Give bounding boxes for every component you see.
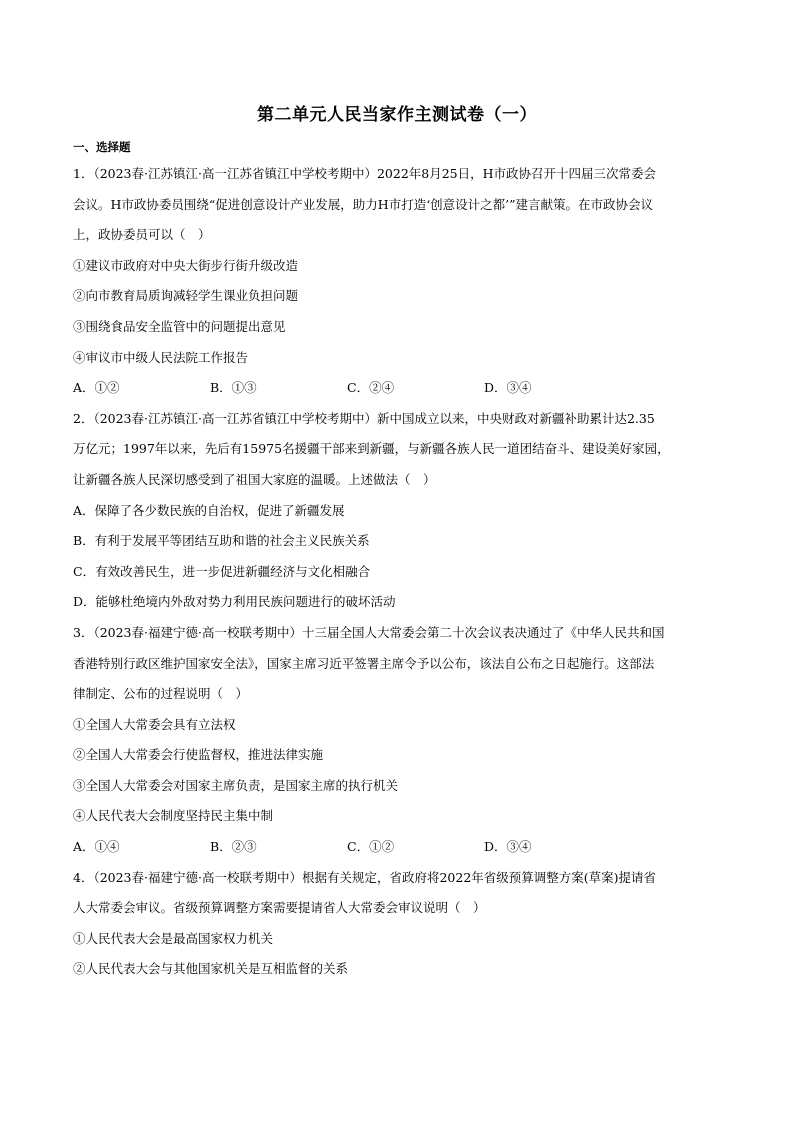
question-list	[73, 162, 727, 988]
question-2-stem-line-2: 万亿元；1997年以来，先后有15975名援疆干部来到新疆，与新疆各族人民一道团结奋斗、建设美好家园，	[73, 441, 670, 457]
question-2-option-b: B．有利于发展平等团结互助和谐的社会主义民族关系	[73, 533, 370, 549]
question-3-stem-line-3: 律制定、公布的过程说明（ ）	[73, 686, 249, 702]
question-4	[73, 866, 727, 982]
question-1-stem-line-3: 上，政协委员可以（ ）	[73, 227, 211, 243]
page-title: 第二单元人民当家作主测试卷（一）	[257, 105, 537, 125]
question-3-stem-line-2: 香港特别行政区维护国家安全法》，国家主席习近平签署主席令予以公布，该法自公布之日起施行。这部法	[73, 655, 655, 671]
question-2-option-d: D．能够杜绝境内外敌对势力利用民族问题进行的破坏活动	[73, 594, 396, 610]
question-1-item-4: ④审议市中级人民法院工作报告	[73, 349, 249, 365]
question-2-stem-line-3: 让新疆各族人民深切感受到了祖国大家庭的温暖。上述做法（ ）	[73, 471, 436, 487]
question-1-option-d: D．③④	[484, 380, 532, 396]
question-2	[73, 407, 727, 615]
question-3-stem-line-1: 3．（2023春·福建宁德·高一校联考期中）十三届全国人大常委会第二十次会议表决通过了《中华人民共和国	[73, 624, 665, 640]
question-3-option-a: A．①④	[73, 839, 120, 855]
question-4-item-2: ②人民代表大会与其他国家机关是互相监督的关系	[73, 961, 349, 977]
question-3-option-c: C．①②	[347, 839, 395, 855]
question-3-option-b: B．②③	[210, 839, 257, 855]
question-3-item-1: ①全国人大常委会具有立法权	[73, 716, 236, 732]
question-1-option-c: C．②④	[347, 380, 395, 396]
question-3-item-4: ④人民代表大会制度坚持民主集中制	[73, 808, 274, 824]
question-3-option-d: D．③④	[484, 839, 532, 855]
question-1-item-3: ③围绕食品安全监管中的问题提出意见	[73, 318, 286, 334]
question-2-stem-line-1: 2．（2023春·江苏镇江·高一江苏省镇江中学校考期中）新中国成立以来，中央财政对新疆补助累计达2.35	[73, 410, 655, 426]
question-2-option-c: C．有效改善民生，进一步促进新疆经济与文化相融合	[73, 563, 371, 579]
question-3-options	[73, 835, 727, 859]
question-4-item-1: ①人民代表大会是最高国家权力机关	[73, 930, 274, 946]
question-1-option-b: B．①③	[210, 380, 257, 396]
question-3	[73, 621, 727, 859]
question-4-stem-line-2: 人大常委会审议。省级预算调整方案需要提请省人大常委会审议说明（ ）	[73, 900, 486, 916]
question-1-stem-line-2: 会议。H市政协委员围绕“促进创意设计产业发展，助力H市打造‘创意设计之都’”建言献策。在市政协会议	[73, 196, 654, 212]
question-4-stem-line-1: 4．（2023春·福建宁德·高一校联考期中）根据有关规定，省政府将2022年省级预算调整方案(草案)提请省	[73, 869, 657, 885]
question-3-item-3: ③全国人大常委会对国家主席负责，是国家主席的执行机关	[73, 777, 399, 793]
question-1-option-a: A．①②	[73, 380, 120, 396]
section-heading: 一、选择题	[73, 140, 131, 154]
question-3-item-2: ②全国人大常委会行使监督权，推进法律实施	[73, 747, 324, 763]
question-2-option-a: A．保障了各少数民族的自治权，促进了新疆发展	[73, 502, 345, 518]
question-1-item-1: ①建议市政府对中央大街步行街升级改造	[73, 257, 299, 273]
question-1-stem-line-1: 1．（2023春·江苏镇江·高一江苏省镇江中学校考期中）2022年8月25日，H市政协召开十四届三次常委会	[73, 166, 657, 181]
question-1-options	[73, 376, 727, 400]
question-1-item-2: ②向市教育局质询减轻学生课业负担问题	[73, 288, 299, 304]
question-1	[73, 162, 727, 400]
